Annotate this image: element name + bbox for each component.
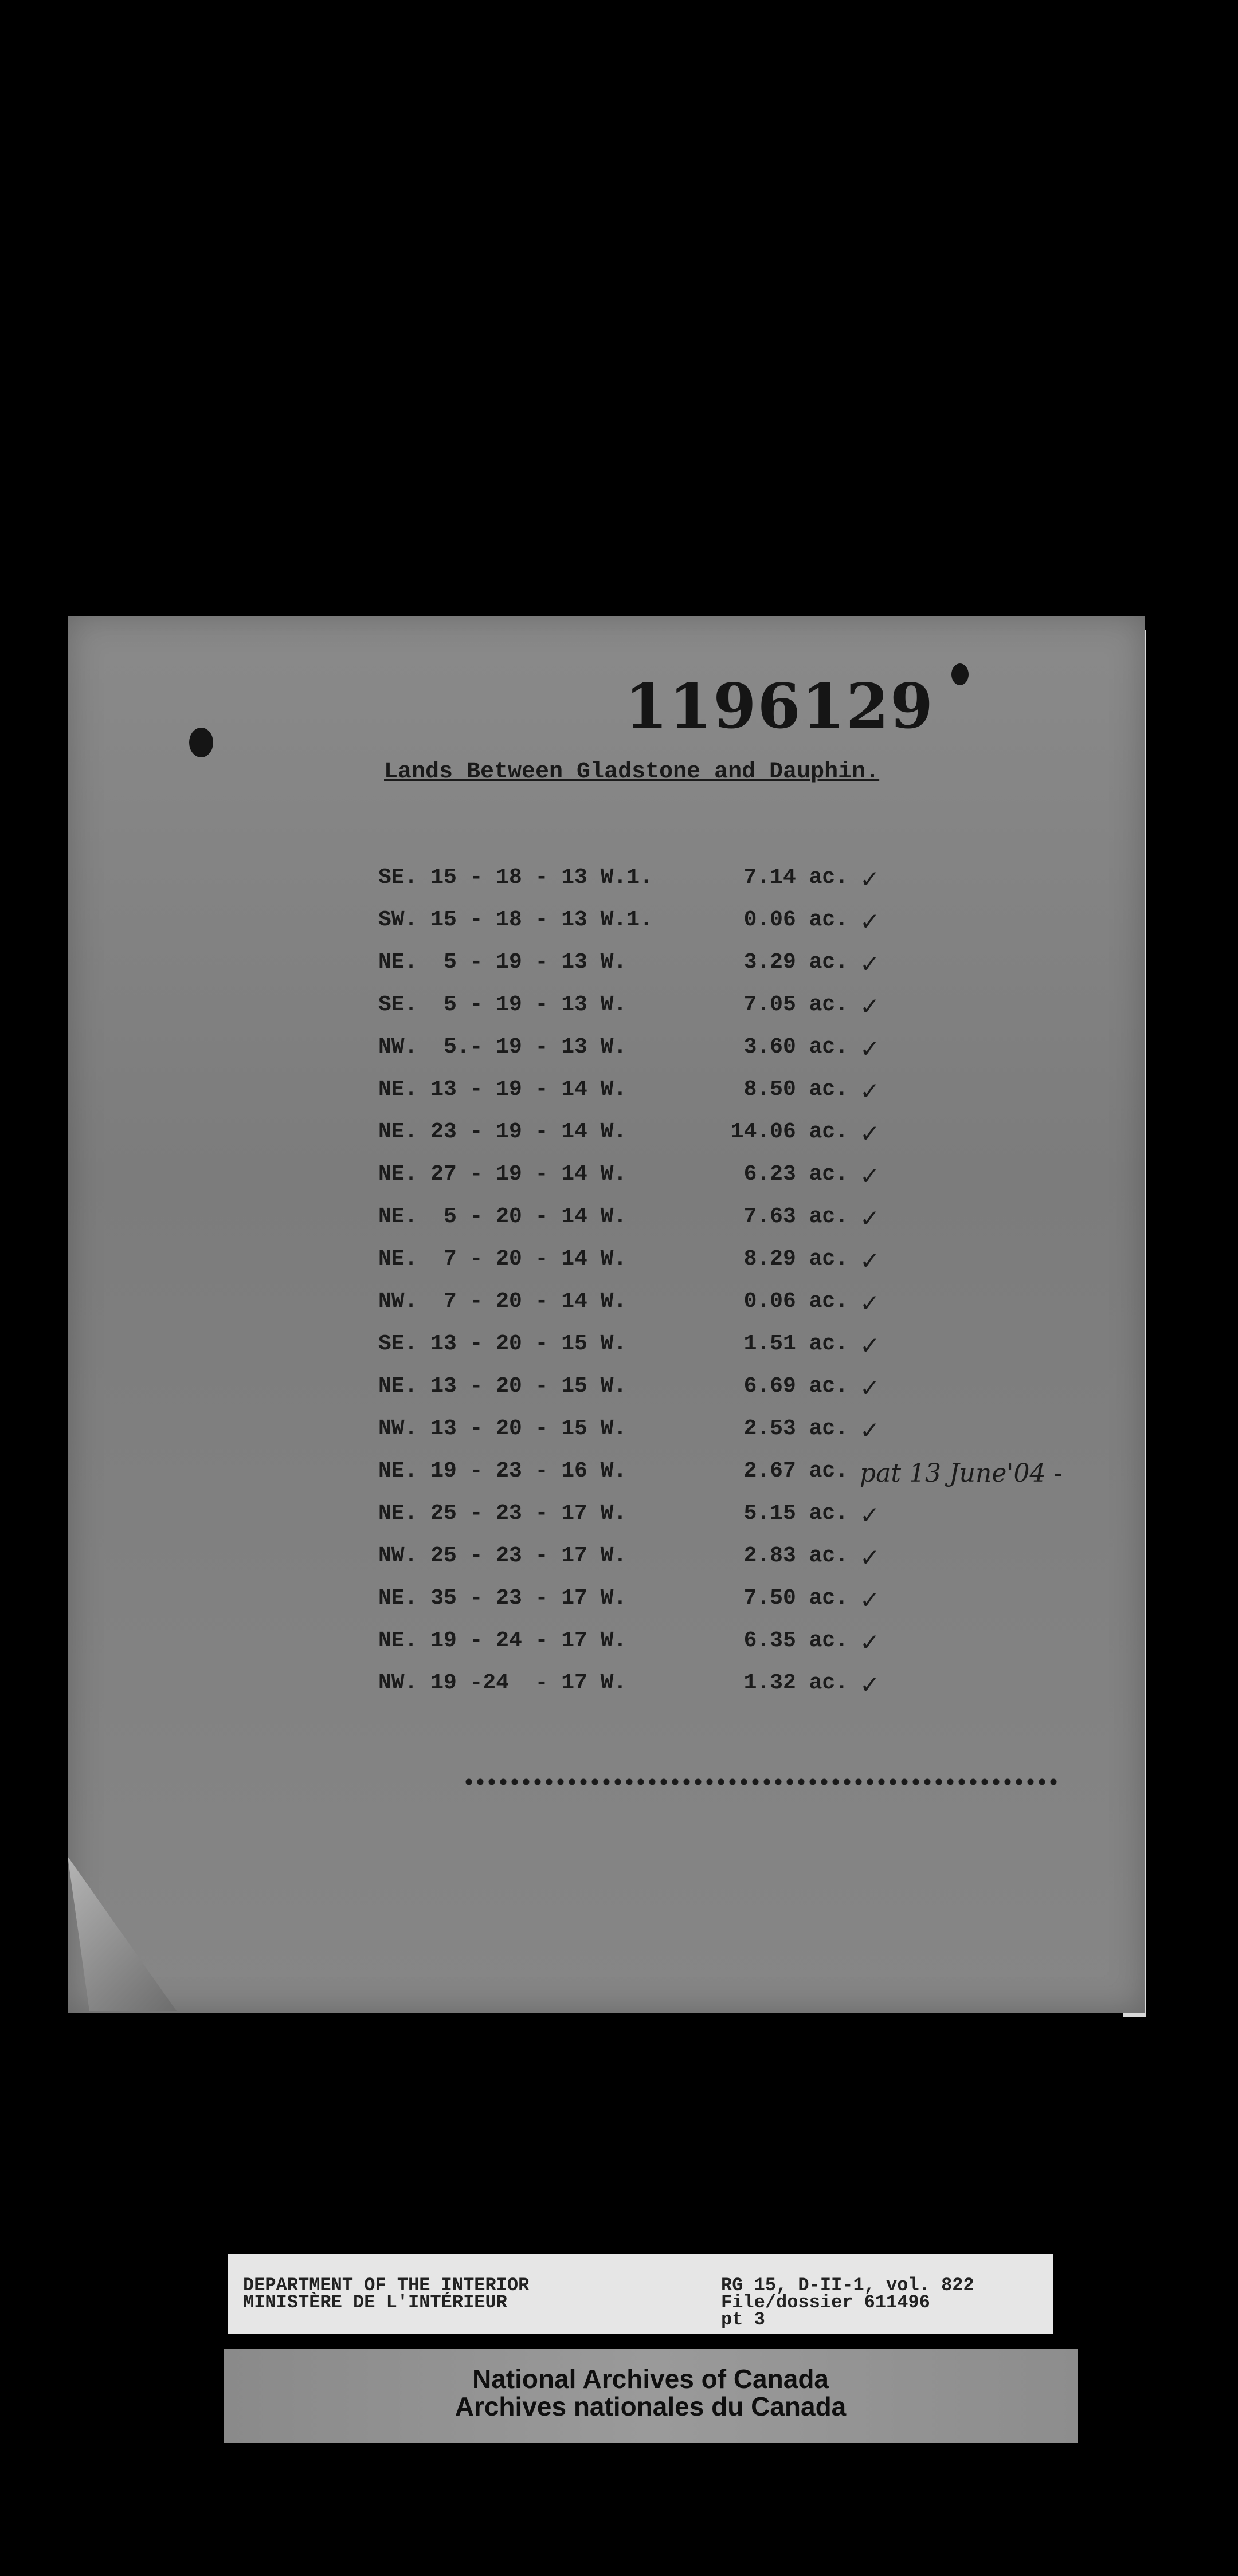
land-area: 3.29 ac. <box>743 950 848 975</box>
land-area: 0.06 ac. <box>743 1289 848 1314</box>
land-area: 0.06 ac. <box>743 908 848 932</box>
archives-name-fr: Archives nationales du Canada <box>455 2392 847 2421</box>
land-description: NE. 5 - 20 - 14 W. <box>378 1204 627 1229</box>
punch-hole <box>189 728 213 757</box>
check-mark-icon: ✓ <box>860 1247 880 1275</box>
land-description: NE. 23 - 19 - 14 W. <box>378 1120 627 1144</box>
punch-hole <box>951 663 969 685</box>
land-description: SW. 15 - 18 - 13 W.1. <box>378 908 653 932</box>
reference-label <box>721 2277 974 2328</box>
land-description: NE. 19 - 23 - 16 W. <box>378 1459 627 1483</box>
archives-banner <box>224 2349 1078 2443</box>
department-en: DEPARTMENT OF THE INTERIOR <box>243 2275 530 2296</box>
land-area: 8.29 ac. <box>743 1247 848 1271</box>
land-area: 8.50 ac. <box>743 1077 848 1102</box>
check-mark-icon: ✓ <box>860 1416 880 1444</box>
check-mark-icon: ✓ <box>860 1162 880 1190</box>
archive-label <box>228 2254 1053 2334</box>
document-number: 1196129 <box>625 670 935 743</box>
check-mark-icon: ✓ <box>860 1289 880 1317</box>
department-label <box>243 2277 529 2311</box>
land-area: 2.67 ac. <box>743 1459 848 1483</box>
check-mark-icon: ✓ <box>860 1204 880 1232</box>
handwritten-note: pat 13 June'04 - <box>860 1459 1063 1488</box>
land-description: NW. 7 - 20 - 14 W. <box>378 1289 627 1314</box>
check-mark-icon: ✓ <box>860 1628 880 1656</box>
reference-line-3: pt 3 <box>721 2309 765 2330</box>
land-description: NE. 19 - 24 - 17 W. <box>378 1628 627 1653</box>
document-page <box>68 616 1145 2013</box>
land-description: NW. 19 -24 - 17 W. <box>378 1671 627 1695</box>
check-mark-icon: ✓ <box>860 1544 880 1572</box>
land-area: 6.23 ac. <box>743 1162 848 1187</box>
land-description: NE. 35 - 23 - 17 W. <box>378 1586 627 1611</box>
dotted-rule <box>463 1777 1059 1786</box>
land-area: 7.63 ac. <box>743 1204 848 1229</box>
land-description: NE. 7 - 20 - 14 W. <box>378 1247 627 1271</box>
land-description: NE. 25 - 23 - 17 W. <box>378 1501 627 1526</box>
check-mark-icon: ✓ <box>860 1120 880 1148</box>
check-mark-icon: ✓ <box>860 1586 880 1614</box>
land-description: NE. 27 - 19 - 14 W. <box>378 1162 627 1187</box>
land-description: NW. 5.- 19 - 13 W. <box>378 1035 627 1059</box>
land-area: 2.53 ac. <box>743 1416 848 1441</box>
land-area: 2.83 ac. <box>743 1544 848 1568</box>
check-mark-icon: ✓ <box>860 1035 880 1063</box>
document-title: Lands Between Gladstone and Dauphin. <box>384 759 880 785</box>
land-description: NW. 25 - 23 - 17 W. <box>378 1544 627 1568</box>
reference-line-2: File/dossier 611496 <box>721 2292 930 2313</box>
land-area: 6.35 ac. <box>743 1628 848 1653</box>
check-mark-icon: ✓ <box>860 1501 880 1529</box>
land-description: SE. 5 - 19 - 13 W. <box>378 992 627 1017</box>
land-area: 7.05 ac. <box>743 992 848 1017</box>
check-mark-icon: ✓ <box>860 1077 880 1105</box>
land-area: 7.50 ac. <box>743 1586 848 1611</box>
land-area: 14.06 ac. <box>730 1120 848 1144</box>
land-area: 3.60 ac. <box>743 1035 848 1059</box>
reference-line-1: RG 15, D-II-1, vol. 822 <box>721 2275 974 2296</box>
check-mark-icon: ✓ <box>860 908 880 936</box>
check-mark-icon: ✓ <box>860 950 880 978</box>
land-area: 1.51 ac. <box>743 1332 848 1356</box>
land-description: NE. 13 - 19 - 14 W. <box>378 1077 627 1102</box>
check-mark-icon: ✓ <box>860 865 880 893</box>
land-area: 6.69 ac. <box>743 1374 848 1399</box>
land-description: NE. 5 - 19 - 13 W. <box>378 950 627 975</box>
check-mark-icon: ✓ <box>860 1374 880 1402</box>
land-area: 5.15 ac. <box>743 1501 848 1526</box>
archives-name-en: National Archives of Canada <box>472 2364 829 2394</box>
land-description: NE. 13 - 20 - 15 W. <box>378 1374 627 1399</box>
land-description: SE. 15 - 18 - 13 W.1. <box>378 865 653 890</box>
check-mark-icon: ✓ <box>860 1671 880 1699</box>
land-area: 1.32 ac. <box>743 1671 848 1695</box>
check-mark-icon: ✓ <box>860 992 880 1020</box>
land-description: SE. 13 - 20 - 15 W. <box>378 1332 627 1356</box>
department-fr: MINISTÈRE DE L'INTÉRIEUR <box>243 2292 507 2313</box>
land-description: NW. 13 - 20 - 15 W. <box>378 1416 627 1441</box>
check-mark-icon: ✓ <box>860 1332 880 1360</box>
land-area: 7.14 ac. <box>743 865 848 890</box>
